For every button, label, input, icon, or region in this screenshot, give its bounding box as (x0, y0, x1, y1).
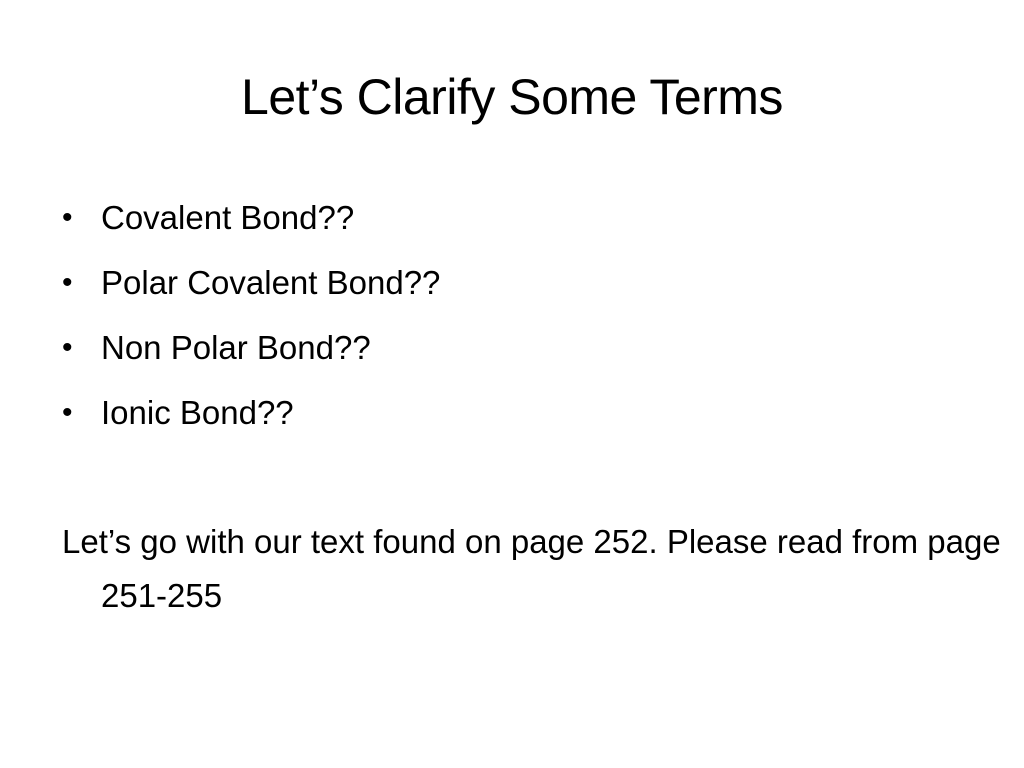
bullet-icon: • (62, 201, 73, 234)
reading-instruction: Let’s go with our text found on page 252. Please read from page 251-255 (62, 523, 1001, 614)
bullet-label: Polar Covalent Bond?? (101, 264, 441, 301)
bullet-list (62, 185, 440, 445)
slide-title: Let’s Clarify Some Terms (241, 69, 783, 125)
bullet-item-polar-covalent (62, 250, 440, 315)
bullet-icon: • (62, 266, 73, 299)
bullet-label: Ionic Bond?? (101, 394, 294, 431)
bullet-item-ionic (62, 380, 440, 445)
bullet-icon: • (62, 396, 73, 429)
bullet-icon: • (62, 331, 73, 364)
bullet-item-non-polar (62, 315, 440, 380)
bullet-item-covalent (62, 185, 440, 250)
bullet-label: Covalent Bond?? (101, 199, 355, 236)
bullet-label: Non Polar Bond?? (101, 329, 371, 366)
